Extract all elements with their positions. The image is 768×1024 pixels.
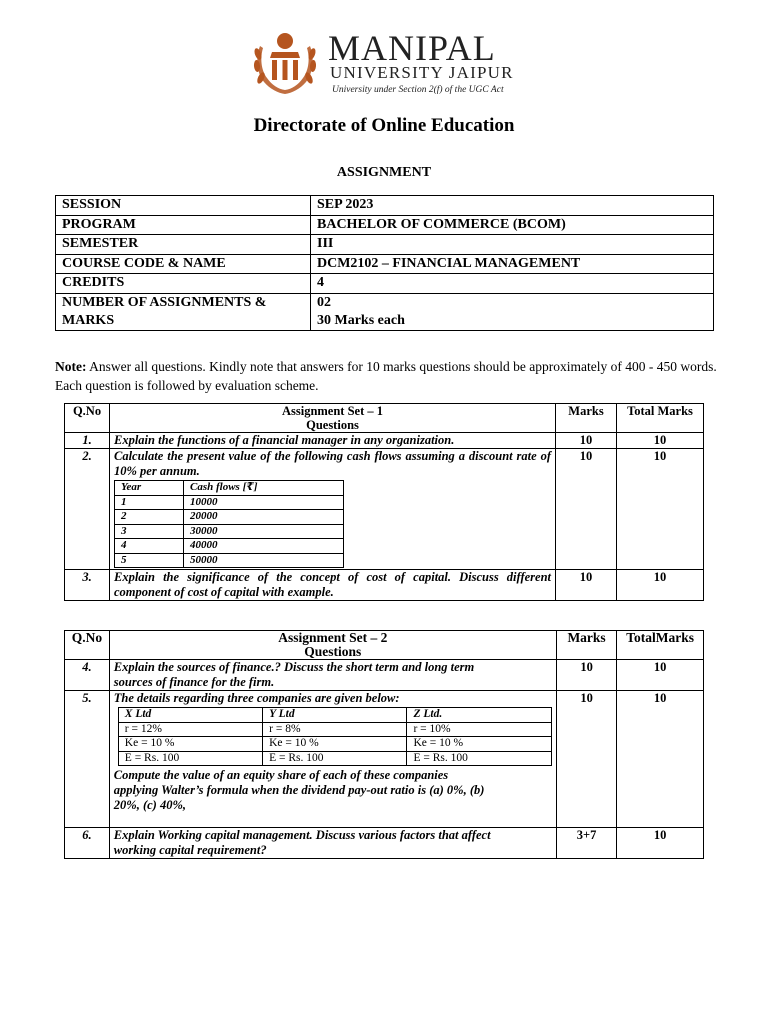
- assignment-set-1-table: [64, 403, 704, 601]
- table-row: [118, 722, 551, 737]
- info-value: [311, 293, 714, 330]
- page-title: Directorate of Online Education: [253, 115, 515, 136]
- table-row: [65, 828, 704, 859]
- question-number: 1.: [65, 433, 110, 449]
- cash-cell: 10000: [184, 495, 344, 510]
- question-line: Compute the value of an equity share of each of these companies: [113, 768, 449, 782]
- table-row: [65, 691, 704, 828]
- university-logo: [250, 28, 540, 100]
- question-total: 10: [617, 660, 704, 691]
- cash-header: Cash flows [₹]: [184, 481, 344, 496]
- note-paragraph: [55, 357, 720, 395]
- company-header: X Ltd: [118, 708, 262, 723]
- qno-header: Q.No: [65, 404, 110, 433]
- question-text: Explain the significance of the concept of cost of capital. Discuss different component of cost of capital with example.: [110, 570, 556, 601]
- question-number: 6.: [65, 828, 110, 859]
- company-header: Y Ltd: [263, 708, 407, 723]
- table-row: [115, 539, 344, 554]
- question-marks: 10: [556, 691, 617, 828]
- table-header-row: [65, 404, 704, 433]
- question-cell: [109, 828, 556, 859]
- question-total: 10: [617, 449, 704, 570]
- year-cell: 1: [115, 495, 184, 510]
- info-value: III: [311, 235, 714, 255]
- year-cell: 3: [115, 524, 184, 539]
- question-line: Explain Working capital management. Discuss various factors that affect: [113, 828, 491, 842]
- question-text: Explain the functions of a financial manager in any organization.: [110, 433, 556, 449]
- marks-header: Marks: [556, 404, 617, 433]
- table-row: [56, 293, 714, 330]
- table-row: [115, 524, 344, 539]
- table-row: [65, 433, 704, 449]
- table-header-row: [65, 631, 704, 660]
- company-cell: E = Rs. 100: [263, 751, 407, 766]
- question-number: 3.: [65, 570, 110, 601]
- year-header: Year: [115, 481, 184, 496]
- info-value: DCM2102 – FINANCIAL MANAGEMENT: [311, 254, 714, 274]
- info-value-line: 30 Marks each: [317, 312, 405, 328]
- table-row: [115, 510, 344, 525]
- question-text: Calculate the present value of the following cash flows assuming a discount rate of 10% per annum.: [114, 449, 551, 478]
- assignment-set-2-table: [64, 630, 704, 859]
- info-value-line: 02: [317, 294, 331, 310]
- table-row: [56, 196, 714, 216]
- question-total: 10: [617, 570, 704, 601]
- set-title: Assignment Set – 1: [281, 404, 384, 418]
- question-marks: 10: [556, 449, 617, 570]
- question-cell: [109, 691, 556, 828]
- question-text: The details regarding three companies are given below:: [113, 691, 400, 705]
- question-marks: 10: [556, 570, 617, 601]
- question-line: applying Walter’s formula when the dividend pay-out ratio is (a) 0%, (b): [113, 783, 485, 797]
- set-title: Assignment Set – 2: [278, 630, 388, 645]
- info-label-line: MARKS: [62, 312, 115, 328]
- company-cell: E = Rs. 100: [407, 751, 551, 766]
- note-text: Answer all questions. Kindly note that answers for 10 marks questions should be approximately of 400 - 450 words. Each question is followed by evaluation scheme.: [55, 359, 717, 393]
- question-number: 4.: [65, 660, 110, 691]
- table-row: [65, 449, 704, 570]
- question-cell: [110, 449, 556, 570]
- table-row: [115, 481, 344, 496]
- logo-tagline: University under Section 2(f) of the UGC Act: [332, 85, 504, 95]
- question-line: working capital requirement?: [113, 843, 267, 857]
- company-cell: Ke = 10 %: [263, 737, 407, 752]
- company-cell: Ke = 10 %: [118, 737, 262, 752]
- info-label: SEMESTER: [56, 235, 311, 255]
- question-line: 20%, (c) 40%,: [113, 798, 186, 812]
- table-row: [115, 495, 344, 510]
- info-value: 4: [311, 274, 714, 294]
- course-info-table: [55, 195, 714, 331]
- year-cell: 5: [115, 553, 184, 568]
- table-row: [115, 553, 344, 568]
- question-marks: 3+7: [556, 828, 617, 859]
- marks-header: Marks: [556, 631, 617, 660]
- year-cell: 4: [115, 539, 184, 554]
- table-row: [65, 660, 704, 691]
- table-row: [56, 274, 714, 294]
- cash-cell: 40000: [184, 539, 344, 554]
- qno-header: Q.No: [65, 631, 110, 660]
- manipal-emblem-icon: [250, 28, 320, 100]
- table-row: [56, 235, 714, 255]
- set-subtitle: Questions: [306, 418, 359, 432]
- info-value: BACHELOR OF COMMERCE (BCOM): [311, 215, 714, 235]
- questions-header: [109, 631, 556, 660]
- info-label: PROGRAM: [56, 215, 311, 235]
- info-label: COURSE CODE & NAME: [56, 254, 311, 274]
- company-cell: r = 8%: [263, 722, 407, 737]
- total-marks-header: Total Marks: [617, 404, 704, 433]
- cash-flow-table: [114, 480, 344, 568]
- question-number: 5.: [65, 691, 110, 828]
- note-label: Note:: [55, 359, 87, 374]
- info-label: [56, 293, 311, 330]
- assignment-heading: ASSIGNMENT: [336, 165, 432, 180]
- cash-cell: 20000: [184, 510, 344, 525]
- logo-title: MANIPAL: [328, 28, 496, 68]
- question-total: 10: [617, 828, 704, 859]
- table-row: [56, 254, 714, 274]
- table-row: [118, 751, 551, 766]
- set-subtitle: Questions: [304, 644, 362, 659]
- cash-cell: 50000: [184, 553, 344, 568]
- cash-cell: 30000: [184, 524, 344, 539]
- info-label: CREDITS: [56, 274, 311, 294]
- info-label: SESSION: [56, 196, 311, 216]
- question-total: 10: [617, 691, 704, 828]
- info-label-line: NUMBER OF ASSIGNMENTS &: [62, 294, 267, 310]
- company-cell: E = Rs. 100: [118, 751, 262, 766]
- question-number: 2.: [65, 449, 110, 570]
- table-header-row: [118, 708, 551, 723]
- company-cell: Ke = 10 %: [407, 737, 551, 752]
- companies-table: [118, 707, 552, 766]
- company-cell: r = 12%: [118, 722, 262, 737]
- table-row: [65, 570, 704, 601]
- question-total: 10: [617, 433, 704, 449]
- question-line: sources of finance for the firm.: [113, 675, 275, 689]
- info-value: SEP 2023: [311, 196, 714, 216]
- table-row: [118, 737, 551, 752]
- question-marks: 10: [556, 433, 617, 449]
- company-header: Z Ltd.: [407, 708, 551, 723]
- questions-header: [110, 404, 556, 433]
- question-line: Explain the sources of finance.? Discuss the short term and long term: [113, 660, 475, 674]
- question-marks: 10: [556, 660, 617, 691]
- table-row: [56, 215, 714, 235]
- logo-subtitle: UNIVERSITY JAIPUR: [330, 63, 514, 82]
- company-cell: r = 10%: [407, 722, 551, 737]
- year-cell: 2: [115, 510, 184, 525]
- total-marks-header: TotalMarks: [617, 631, 704, 660]
- question-cell: [109, 660, 556, 691]
